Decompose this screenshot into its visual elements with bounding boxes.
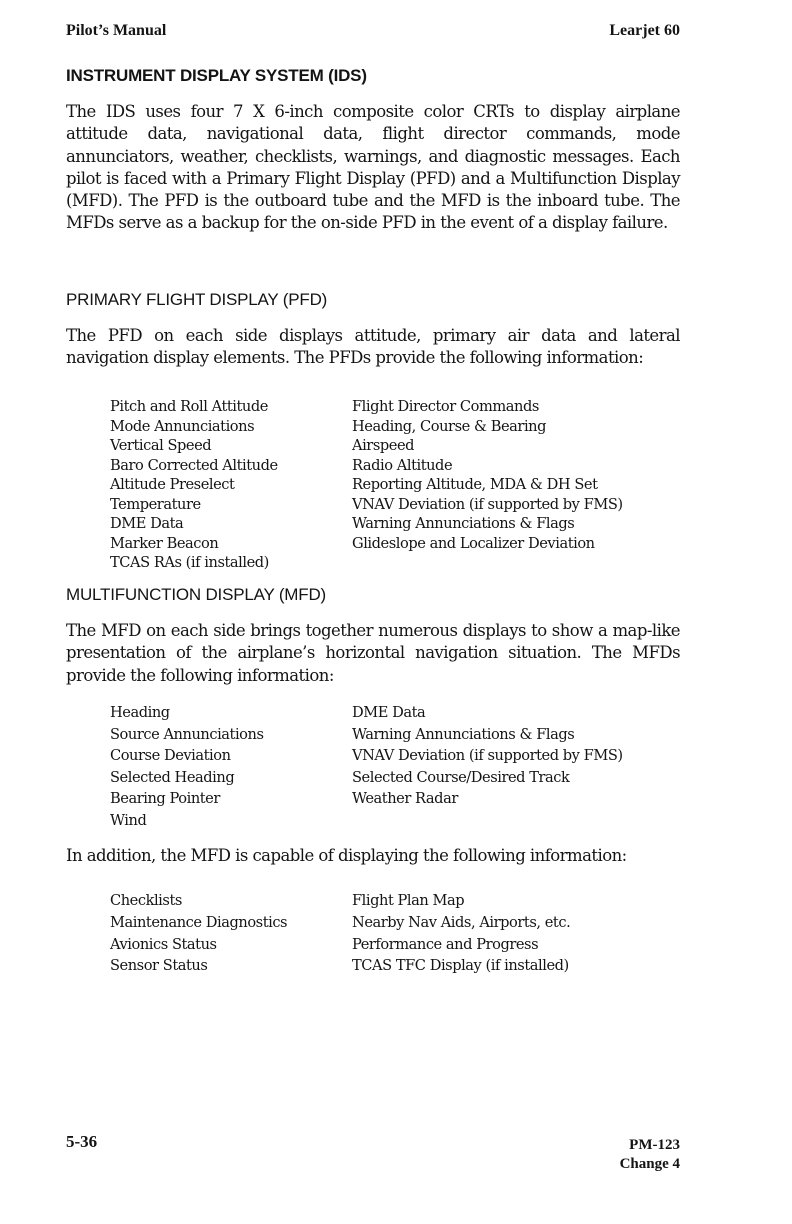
list-item: TCAS RAs (if installed) [110,554,269,571]
intro-paragraph: The IDS uses four 7 X 6-inch composite color CRTs to display airplane attitude data, navigational data, flight director commands, mode annunciators, weather, checklists, warnings, and diagnostic messages. Each pilot is faced with a Primary Flight Display (PFD) and a Multifunction Display (MFD). The PFD is the outboard tube and the MFD is the inboard tube. The MFDs serve as a backup for the on-side PFD in the event of a display failure. [66,102,680,233]
list-item: Sensor Status [110,957,208,975]
list-item: TCAS TFC Display (if installed) [352,957,569,975]
list-item: DME Data [110,515,184,532]
list-item: Bearing Pointer [110,790,220,808]
list-item: Selected Heading [110,768,235,786]
page-number: 5-36 [66,1132,98,1151]
list-item: Reporting Altitude, MDA & DH Set [352,476,598,493]
list-item: Weather Radar [352,790,458,808]
mfd-addition-paragraph: In addition, the MFD is capable of displaying the following information: [66,846,627,865]
list-item: Radio Altitude [352,456,453,474]
list-item: Heading, Course & Bearing [352,417,547,435]
mfd-addition-list [110,890,690,977]
list-item: Marker Beacon [110,534,219,552]
list-item: Selected Course/Desired Track [352,768,570,786]
header-aircraft: Learjet 60 [609,22,680,39]
list-item: Flight Plan Map [352,892,465,909]
change-number: Change 4 [619,1156,680,1172]
list-item: VNAV Deviation (if supported by FMS) [352,747,623,765]
list-item: Warning Annunciations & Flags [352,725,575,743]
mfd-info-list [110,702,690,832]
section-title: INSTRUMENT DISPLAY SYSTEM (IDS) [66,66,367,85]
list-item: Glideslope and Localizer Deviation [352,534,595,552]
list-item: Performance and Progress [352,935,539,953]
list-item: Avionics Status [110,935,217,953]
list-item: Flight Director Commands [352,398,539,415]
list-item: Temperature [110,495,201,513]
document-number: PM-123 [629,1137,680,1153]
list-item: Airspeed [352,437,415,454]
pfd-info-list [110,397,690,573]
list-item: Source Annunciations [110,725,264,743]
list-item: Heading [110,704,170,721]
pfd-paragraph: The PFD on each side displays attitude, primary air data and lateral navigation display elements. The PFDs provide the following information: [66,326,680,368]
list-item: Baro Corrected Altitude [110,456,278,474]
mfd-heading: MULTIFUNCTION DISPLAY (MFD) [66,585,326,604]
document-id [620,1136,680,1174]
list-item: Warning Annunciations & Flags [352,515,575,532]
pfd-heading: PRIMARY FLIGHT DISPLAY (PFD) [66,290,328,309]
list-item: Vertical Speed [110,437,212,454]
list-item: Mode Annunciations [110,417,255,435]
list-item [352,810,690,832]
list-item [352,553,690,573]
header-manual-title: Pilot’s Manual [66,22,167,39]
list-item: Checklists [110,892,182,909]
list-item: Maintenance Diagnostics [110,913,288,931]
list-item: Wind [110,811,147,829]
list-item: Nearby Nav Aids, Airports, etc. [352,913,571,931]
list-item: VNAV Deviation (if supported by FMS) [352,495,623,513]
list-item: Altitude Preselect [110,476,235,493]
list-item: DME Data [352,704,426,721]
list-item: Course Deviation [110,747,231,765]
mfd-paragraph: The MFD on each side brings together numerous displays to show a map-like presentation of the airplane’s horizontal navigation situation. The MFDs provide the following information: [66,621,680,685]
list-item: Pitch and Roll Attitude [110,398,268,415]
